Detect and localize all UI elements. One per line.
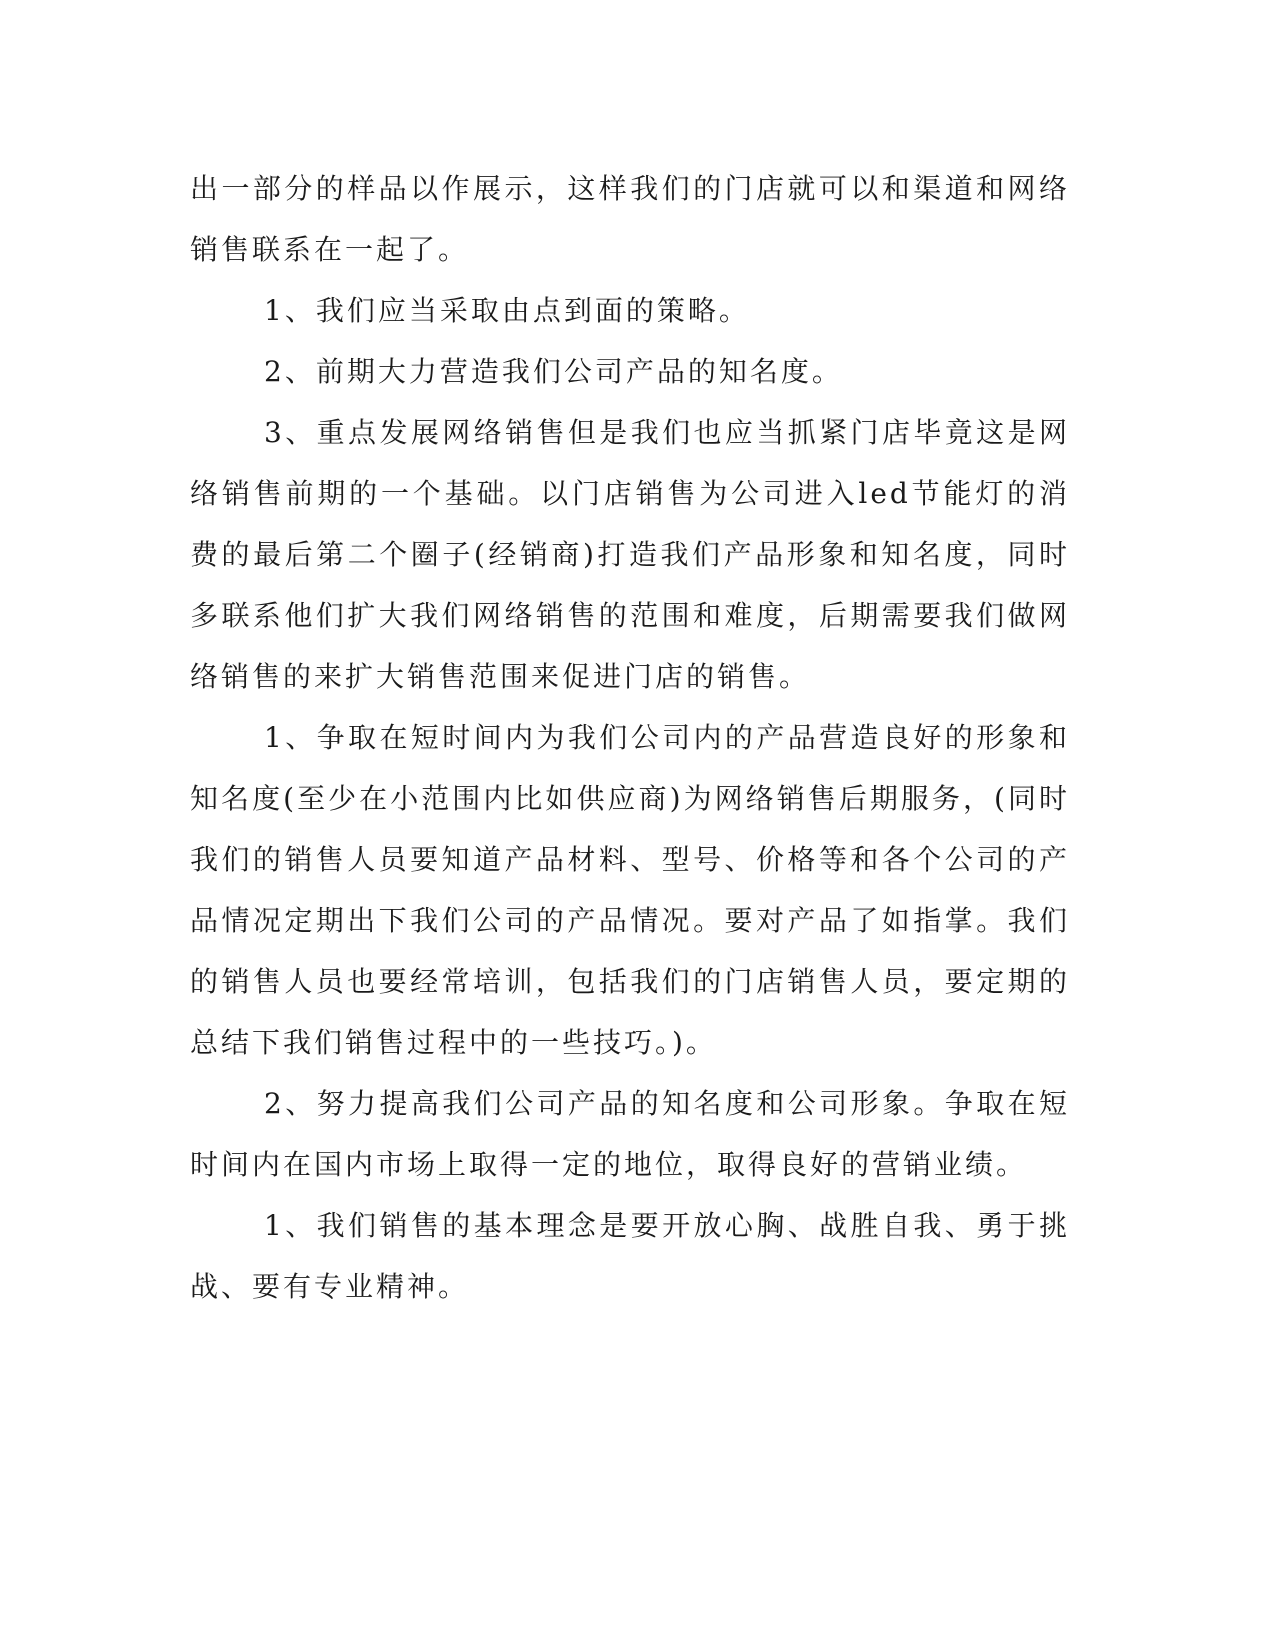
paragraph-2: 1、我们应当采取由点到面的策略。 <box>264 294 750 327</box>
document-body <box>190 158 1070 1317</box>
paragraph-6: 2、努力提高我们公司产品的知名度和公司形象。争取在短时间内在国内市场上取得一定的地位，取得良好的营销业绩。 <box>190 1087 1070 1181</box>
paragraph-1: 出一部分的样品以作展示，这样我们的门店就可以和渠道和网络销售联系在一起了。 <box>190 172 1070 266</box>
paragraph-5: 1、争取在短时间内为我们公司内的产品营造良好的形象和知名度(至少在小范围内比如供应商)为网络销售后期服务，(同时我们的销售人员要知道产品材料、型号、价格等和各个公司的产品情况定期出下我们公司的产品情况。要对产品了如指掌。我们的销售人员也要经常培训，包括我们的门店销售人员，要定期的总结下我们销售过程中的一些技巧。)。 <box>190 721 1070 1059</box>
paragraph-4: 3、重点发展网络销售但是我们也应当抓紧门店毕竟这是网络销售前期的一个基础。以门店销售为公司进入led节能灯的消费的最后第二个圈子(经销商)打造我们产品形象和知名度，同时多联系他们扩大我们网络销售的范围和难度，后期需要我们做网络销售的来扩大销售范围来促进门店的销售。 <box>190 416 1070 693</box>
paragraph-3: 2、前期大力营造我们公司产品的知名度。 <box>264 355 843 388</box>
paragraph-7: 1、我们销售的基本理念是要开放心胸、战胜自我、勇于挑战、要有专业精神。 <box>190 1209 1070 1303</box>
